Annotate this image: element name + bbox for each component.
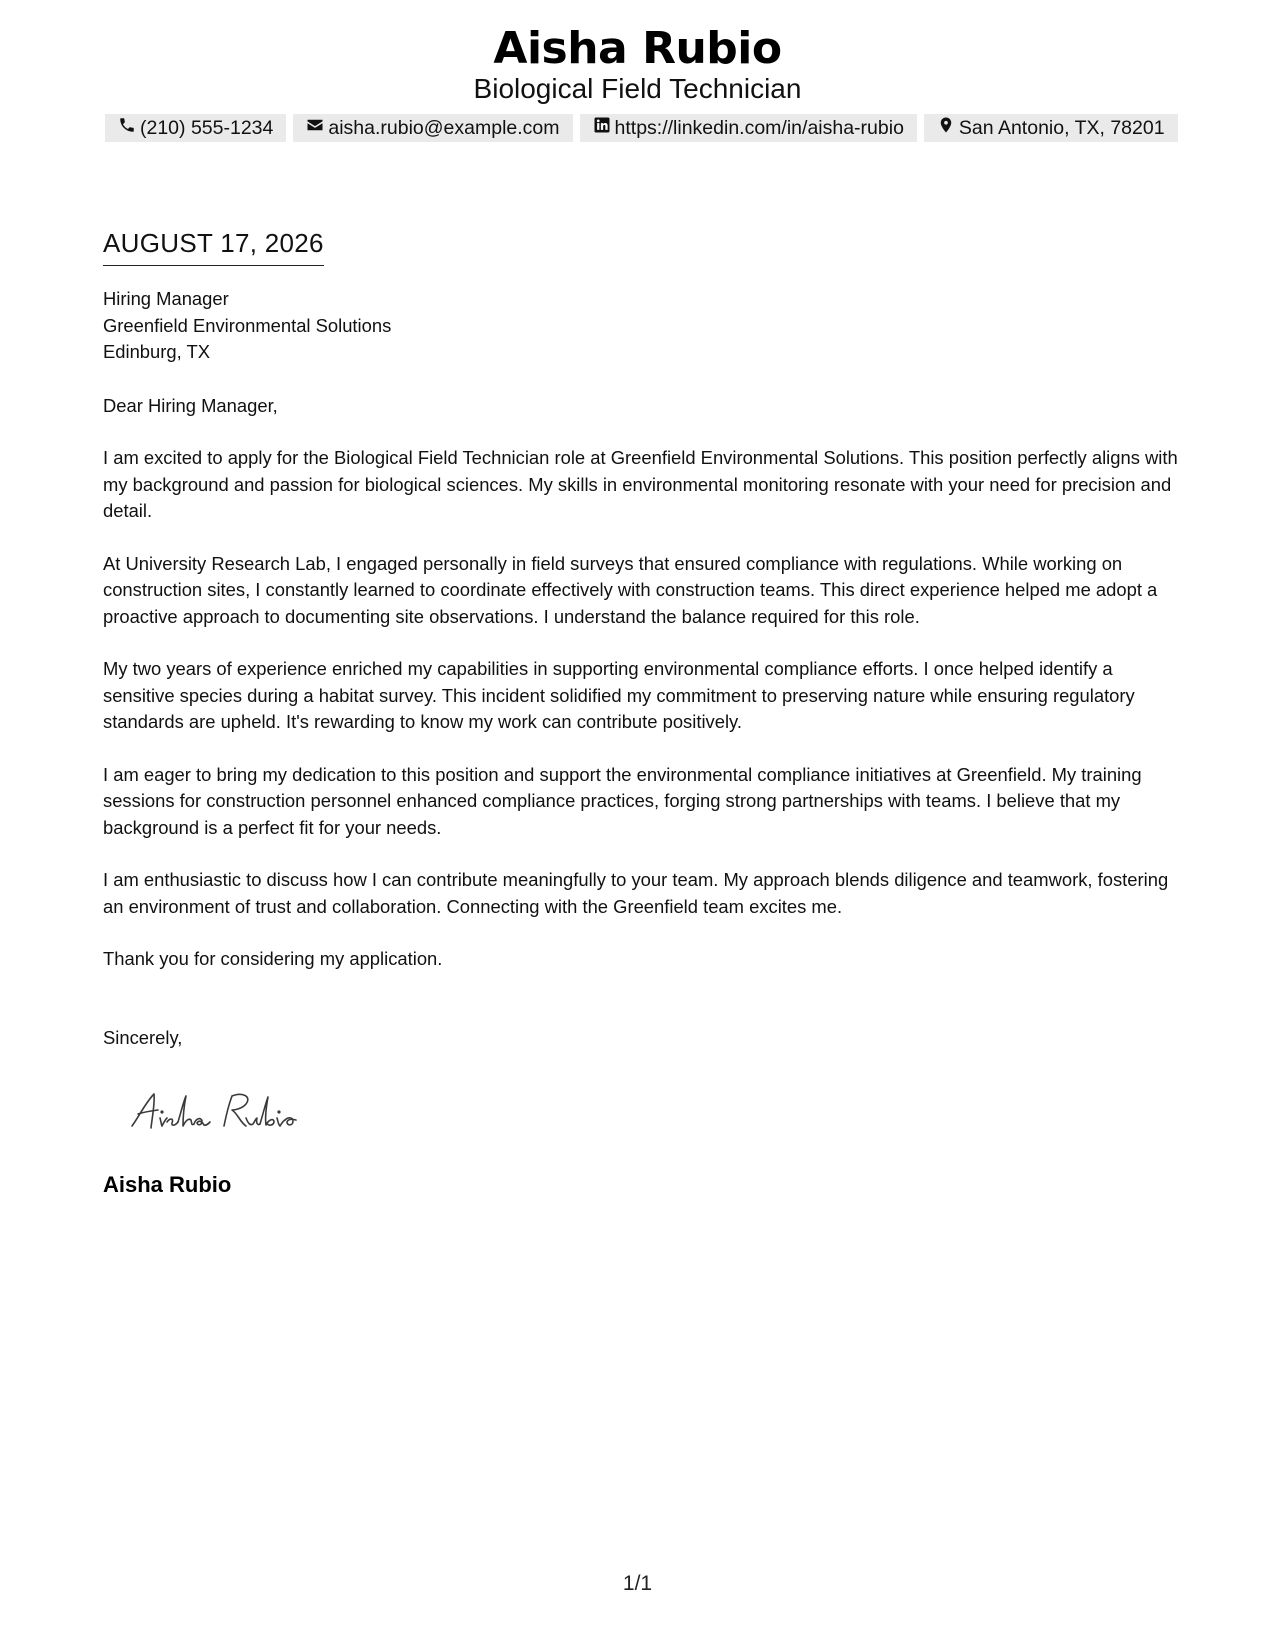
signer-name: Aisha Rubio <box>103 1172 232 1197</box>
letter-body <box>103 286 1183 1051</box>
envelope-icon <box>306 116 324 140</box>
linkedin-icon <box>593 116 611 140</box>
contact-linkedin[interactable] <box>580 114 917 142</box>
contact-email-text: aisha.rubio@example.com <box>328 116 560 139</box>
recipient-block <box>103 286 1183 366</box>
letter-header <box>0 22 1275 106</box>
contact-phone-text: (210) 555-1234 <box>140 116 274 139</box>
contact-bar <box>105 114 1178 142</box>
contact-phone[interactable] <box>105 114 286 142</box>
closing: Sincerely, <box>103 1026 183 1048</box>
body-paragraph: I am excited to apply for the Biological Field Technician role at Greenfield Environmental Solutions. This position perfectly aligns with my background and passion for biological sciences. My skills in environmental monitoring resonate with your need for precision and detail. <box>103 447 1178 521</box>
applicant-name: Aisha Rubio <box>493 23 782 74</box>
handwritten-signature <box>128 1088 338 1136</box>
recipient-company: Greenfield Environmental Solutions <box>103 314 392 336</box>
recipient-location: Edinburg, TX <box>103 341 211 362</box>
contact-location-text: San Antonio, TX, 78201 <box>958 116 1165 139</box>
thank-you-line: Thank you for considering my application. <box>103 948 443 969</box>
contact-location <box>924 114 1178 142</box>
body-paragraph: My two years of experience enriched my capabilities in supporting environmental compliance efforts. I once helped identify a sensitive species during a habitat survey. This incident solidified my commitment to preserving nature while ensuring regulatory standards are upheld. It's rewarding to know my work can contribute positively. <box>103 658 1135 732</box>
contact-email[interactable] <box>293 114 572 142</box>
map-marker-icon <box>937 116 955 140</box>
body-paragraph: I am enthusiastic to discuss how I can contribute meaningfully to your team. My approach blends diligence and teamwork, fostering an environment of trust and collaboration. Connecting with the Greenfield team excites me. <box>103 869 1169 917</box>
contact-linkedin-text: https://linkedin.com/in/aisha-rubio <box>614 116 904 139</box>
applicant-title: Biological Field Technician <box>473 73 802 104</box>
body-paragraph: I am eager to bring my dedication to this position and support the environmental compliance initiatives at Greenfield. My training sessions for construction personnel enhanced compliance practices, forging strong partnerships with teams. I believe that my background is a perfect fit for your needs. <box>103 763 1142 838</box>
page-number: 1/1 <box>622 1572 653 1595</box>
letter-date: AUGUST 17, 2026 <box>103 227 324 266</box>
salutation: Dear Hiring Manager, <box>103 394 278 416</box>
recipient-line: Hiring Manager <box>103 288 229 309</box>
body-paragraph: At University Research Lab, I engaged personally in field surveys that ensured compliance with regulations. While working on construction sites, I constantly learned to coordinate effectively with construction teams. This direct experience helped me adopt a proactive approach to documenting site observations. I understand the balance required for this role. <box>103 552 1158 627</box>
phone-icon <box>118 116 136 140</box>
